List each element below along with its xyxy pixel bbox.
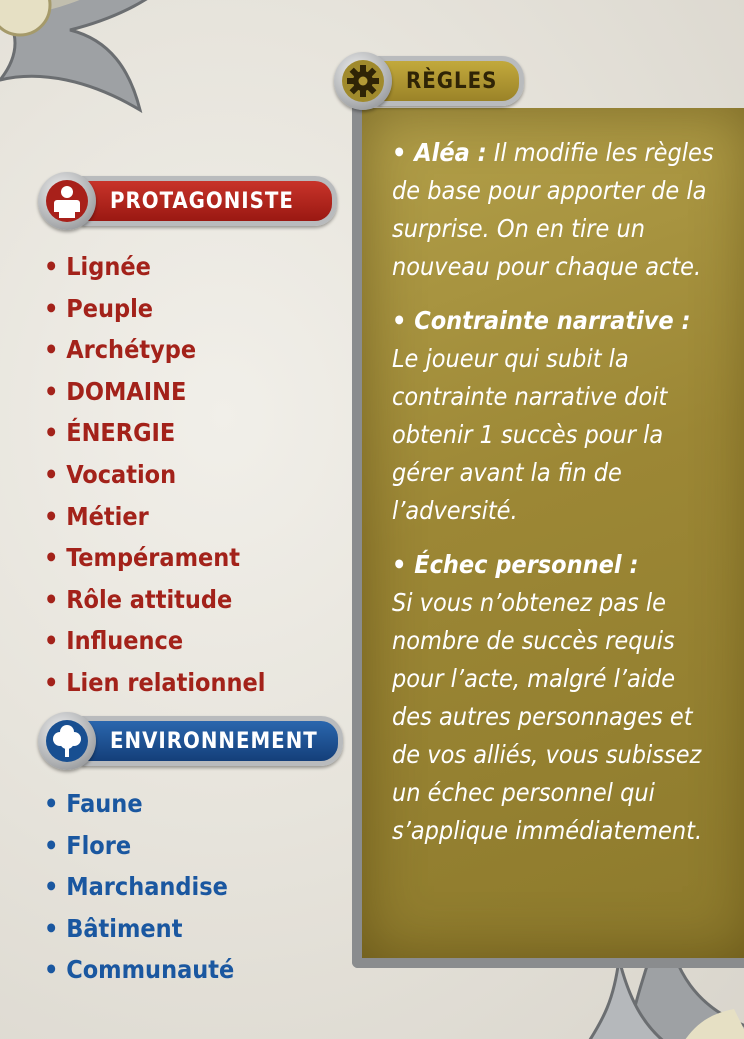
environnement-icon-background bbox=[46, 720, 88, 762]
rules-panel bbox=[352, 108, 744, 968]
list-item: • Faune bbox=[44, 783, 234, 825]
list-item: • Rôle attitude bbox=[44, 579, 266, 621]
list-item: • Peuple bbox=[44, 288, 266, 330]
environnement-list bbox=[44, 783, 234, 991]
decorative-corner-ornament bbox=[0, 0, 190, 130]
protagoniste-icon-background bbox=[46, 180, 88, 222]
rule-alea bbox=[392, 134, 722, 286]
list-item: • Lignée bbox=[44, 246, 266, 288]
list-item: • Communauté bbox=[44, 949, 234, 991]
protagoniste-title: PROTAGONISTE bbox=[110, 188, 294, 214]
environnement-title: ENVIRONNEMENT bbox=[110, 728, 318, 754]
protagoniste-icon-disc bbox=[38, 172, 96, 230]
list-item: • Archétype bbox=[44, 329, 266, 371]
rule-text: Il modifie les règles de base pour apporter de la surprise. On en tire un nouveau pour chaque acte. bbox=[392, 138, 714, 281]
list-item: • Marchandise bbox=[44, 866, 234, 908]
list-item: • Vocation bbox=[44, 454, 266, 496]
list-item: • Métier bbox=[44, 496, 266, 538]
rule-echec-personnel bbox=[392, 546, 722, 850]
list-item: • Influence bbox=[44, 620, 266, 662]
protagoniste-banner bbox=[38, 172, 337, 230]
person-icon bbox=[52, 184, 82, 218]
list-item: • Flore bbox=[44, 825, 234, 867]
rules-icon-disc bbox=[334, 52, 392, 110]
rule-text: Si vous n’obtenez pas le nombre de succès requis pour l’acte, malgré l’aide des autres personnages et de vos alliés, vous subissez un échec personnel qui s’applique immédiatement. bbox=[392, 588, 703, 845]
list-item: • Lien relationnel bbox=[44, 662, 266, 704]
protagoniste-banner-bar bbox=[82, 176, 337, 226]
list-item: • DOMAINE bbox=[44, 371, 266, 413]
environnement-banner bbox=[38, 712, 343, 770]
rule-text: Le joueur qui subit la contrainte narrative doit obtenir 1 succès pour la gérer avant la fin de l’adversité. bbox=[392, 344, 668, 525]
list-item: • Bâtiment bbox=[44, 908, 234, 950]
rules-banner-bar bbox=[378, 56, 524, 106]
list-item: • Tempérament bbox=[44, 537, 266, 579]
environnement-banner-bar bbox=[82, 716, 343, 766]
rule-title: • Aléa : bbox=[392, 138, 487, 167]
list-item: • ÉNERGIE bbox=[44, 412, 266, 454]
rule-title: • Échec personnel : bbox=[392, 550, 639, 579]
rule-title: • Contrainte narrative : bbox=[392, 306, 691, 335]
rules-icon-background bbox=[342, 60, 384, 102]
gear-icon bbox=[346, 64, 380, 98]
rules-banner bbox=[334, 52, 524, 110]
environnement-icon-disc bbox=[38, 712, 96, 770]
rules-title: RÈGLES bbox=[406, 68, 498, 94]
tree-icon bbox=[51, 723, 83, 759]
rule-contrainte-narrative bbox=[392, 302, 722, 530]
protagoniste-list bbox=[44, 246, 266, 704]
